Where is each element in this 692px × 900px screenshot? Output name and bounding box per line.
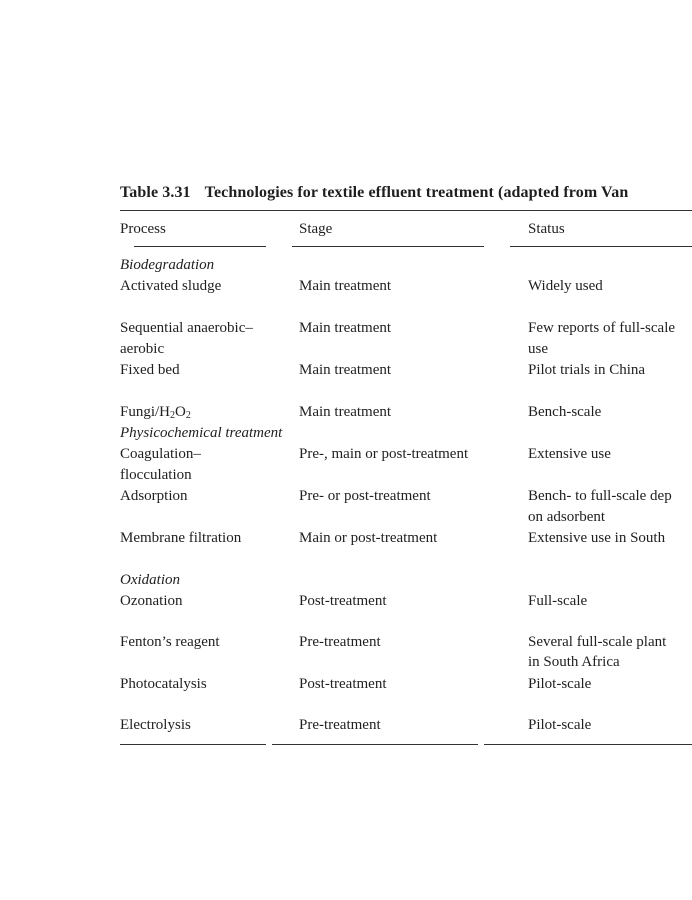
row-5-status: Extensive use	[528, 446, 611, 462]
row-9-stage: Pre-treatment	[299, 634, 381, 650]
row-4-process-base: Fungi/H	[120, 404, 171, 420]
row-7-process: Membrane filtration	[120, 530, 242, 546]
table-number: Table 3.31	[120, 184, 191, 201]
row-11-stage: Pre-treatment	[299, 717, 381, 733]
header-stage: Stage	[299, 221, 333, 237]
header-rule-status	[510, 246, 692, 247]
row-8-stage: Post-treatment	[299, 593, 387, 609]
row-5-stage: Pre-, main or post-treatment	[299, 446, 469, 462]
row-4-process-sub2: 2	[185, 410, 191, 421]
row-4-process	[120, 402, 191, 423]
row-4-process-mid: O	[175, 404, 186, 420]
row-11-process: Electrolysis	[120, 717, 191, 733]
row-2-stage: Main treatment	[299, 320, 392, 336]
header-process: Process	[120, 221, 166, 237]
row-4-process-sub1: 2	[170, 410, 176, 421]
table-title	[120, 184, 628, 202]
row-5-process: Coagulation–	[120, 446, 201, 462]
row-7-status: Extensive use in South	[528, 530, 666, 546]
header-rule-process	[134, 246, 266, 247]
header-rule-stage	[292, 246, 484, 247]
row-1-stage: Main treatment	[299, 278, 392, 294]
row-6-stage: Pre- or post-treatment	[299, 488, 431, 504]
row-4-stage: Main treatment	[299, 404, 392, 420]
group-label-physicochemical: Physicochemical treatment	[120, 425, 283, 441]
row-9-status: Several full-scale plant	[528, 634, 667, 650]
row-11-status: Pilot-scale	[528, 717, 592, 733]
top-rule	[120, 210, 692, 211]
row-10-stage: Post-treatment	[299, 676, 387, 692]
row-6-status: Bench- to full-scale dep	[528, 488, 672, 504]
row-2-status-cont: use	[528, 341, 548, 357]
bottom-rule-status	[484, 744, 692, 745]
row-9-process: Fenton’s reagent	[120, 634, 220, 650]
row-2-status: Few reports of full-scale	[528, 320, 676, 336]
row-5-process-cont: flocculation	[120, 467, 192, 483]
header-status: Status	[528, 221, 565, 237]
row-6-status-cont: on adsorbent	[528, 509, 606, 525]
row-8-process: Ozonation	[120, 593, 183, 609]
row-3-status: Pilot trials in China	[528, 362, 646, 378]
row-8-status: Full-scale	[528, 593, 588, 609]
row-1-process: Activated sludge	[120, 278, 222, 294]
table-caption: Technologies for textile effluent treatment (adapted from Van	[204, 184, 629, 201]
row-10-status: Pilot-scale	[528, 676, 592, 692]
row-4-status: Bench-scale	[528, 404, 602, 420]
row-9-status-cont: in South Africa	[528, 654, 620, 670]
row-6-process: Adsorption	[120, 488, 188, 504]
group-label-biodegradation: Biodegradation	[120, 257, 215, 273]
row-1-status: Widely used	[528, 278, 603, 294]
row-10-process: Photocatalysis	[120, 676, 207, 692]
row-7-stage: Main or post-treatment	[299, 530, 438, 546]
row-3-process: Fixed bed	[120, 362, 180, 378]
group-label-oxidation: Oxidation	[120, 572, 180, 588]
row-2-process: Sequential anaerobic–	[120, 320, 253, 336]
row-3-stage: Main treatment	[299, 362, 392, 378]
row-2-process-cont: aerobic	[120, 341, 165, 357]
bottom-rule-stage	[272, 744, 478, 745]
bottom-rule-process	[120, 744, 266, 745]
